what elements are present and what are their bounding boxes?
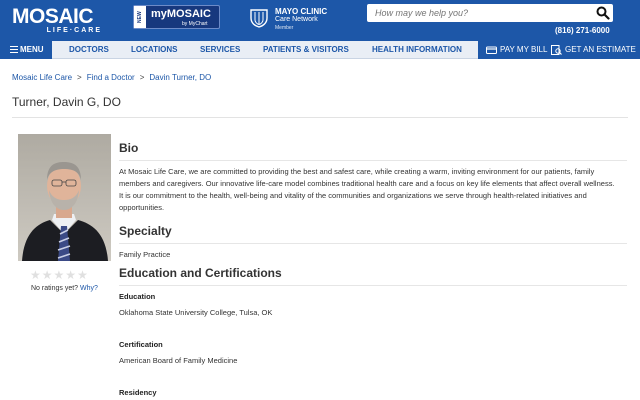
menu-label: MENU bbox=[20, 45, 44, 54]
mayo-line3: Member bbox=[275, 25, 294, 31]
search-input[interactable] bbox=[367, 4, 587, 22]
star-icon: ★ bbox=[30, 268, 41, 282]
new-badge: NEW bbox=[134, 6, 146, 28]
logo-word: MOSAIC bbox=[12, 5, 93, 28]
mymosaic-name: myMOSAIC bbox=[151, 8, 211, 20]
ratings-text: No ratings yet? bbox=[31, 285, 79, 292]
breadcrumb-home[interactable]: Mosaic Life Care bbox=[12, 73, 73, 82]
breadcrumb-separator: > bbox=[77, 73, 82, 82]
title-divider bbox=[12, 117, 628, 118]
mosaic-logo[interactable] bbox=[12, 6, 104, 36]
education-label: Education bbox=[119, 292, 156, 301]
specialty-value: Family Practice bbox=[119, 250, 171, 259]
estimate-icon bbox=[551, 45, 562, 55]
mymosaic-button[interactable] bbox=[133, 5, 220, 29]
breadcrumb-separator: > bbox=[139, 73, 145, 82]
doctor-photo bbox=[18, 134, 111, 261]
top-header bbox=[0, 0, 640, 41]
logo-sub: LIFE·CARE bbox=[46, 27, 102, 34]
certification-value: American Board of Family Medicine bbox=[119, 356, 238, 365]
nav-locations[interactable]: LOCATIONS bbox=[131, 45, 178, 54]
nav-patients-visitors[interactable]: PATIENTS & VISITORS bbox=[263, 45, 349, 54]
breadcrumb-find-doctor[interactable]: Find a Doctor bbox=[86, 73, 135, 82]
breadcrumb bbox=[12, 73, 211, 82]
page-title: Turner, Davin G, DO bbox=[12, 95, 121, 109]
certification-label: Certification bbox=[119, 340, 163, 349]
star-icon: ★ bbox=[41, 268, 53, 282]
menu-button[interactable] bbox=[0, 41, 52, 59]
ratings-why-link[interactable]: Why? bbox=[80, 285, 98, 292]
education-value: Oklahoma State University College, Tulsa, OK bbox=[119, 308, 273, 317]
education-divider bbox=[119, 285, 627, 286]
search-box bbox=[367, 4, 613, 22]
specialty-heading: Specialty bbox=[119, 224, 172, 238]
nav-services[interactable]: SERVICES bbox=[200, 45, 241, 54]
specialty-divider bbox=[119, 243, 627, 244]
bio-divider bbox=[119, 160, 627, 161]
mayo-line2: Care Network bbox=[275, 16, 318, 23]
star-icon: ★ bbox=[53, 268, 65, 282]
ratings-note bbox=[31, 285, 98, 292]
star-rating bbox=[30, 266, 100, 282]
nav-doctors[interactable]: DOCTORS bbox=[69, 45, 109, 54]
search-icon[interactable] bbox=[596, 6, 610, 20]
mayo-shield-icon bbox=[249, 8, 269, 28]
star-icon: ★ bbox=[65, 268, 77, 282]
nav-health-information[interactable]: HEALTH INFORMATION bbox=[372, 45, 462, 54]
breadcrumb-current[interactable]: Davin Turner, DO bbox=[149, 73, 212, 82]
mayo-line1: MAYO CLINIC bbox=[275, 7, 328, 16]
nav-actions bbox=[478, 41, 640, 59]
star-icon: ★ bbox=[77, 268, 88, 282]
main-nav bbox=[0, 41, 640, 59]
bio-text: At Mosaic Life Care, we are committed to providing the best and safest care, while creating a warm, inviting environment for our patients, family members and caregivers. Our innovative life-care model combines traditional health care and a focus on key life elements that affect overall wellness. It is our commitment to the health, well-being and vitality of the communities and organizations we serve through health-related initiatives and opportunities. bbox=[119, 167, 615, 212]
residency-label: Residency bbox=[119, 388, 157, 397]
credit-card-icon bbox=[486, 45, 497, 55]
pay-bill-link[interactable]: PAY MY BILL bbox=[500, 45, 548, 54]
mayo-clinic-logo[interactable] bbox=[249, 6, 339, 34]
get-estimate-link[interactable]: GET AN ESTIMATE bbox=[565, 45, 636, 54]
education-heading: Education and Certifications bbox=[119, 266, 282, 280]
hamburger-icon bbox=[10, 46, 18, 53]
phone-number[interactable]: (816) 271-6000 bbox=[555, 26, 610, 35]
bio-heading: Bio bbox=[119, 141, 139, 155]
mymosaic-by: by MyChart bbox=[182, 21, 208, 27]
